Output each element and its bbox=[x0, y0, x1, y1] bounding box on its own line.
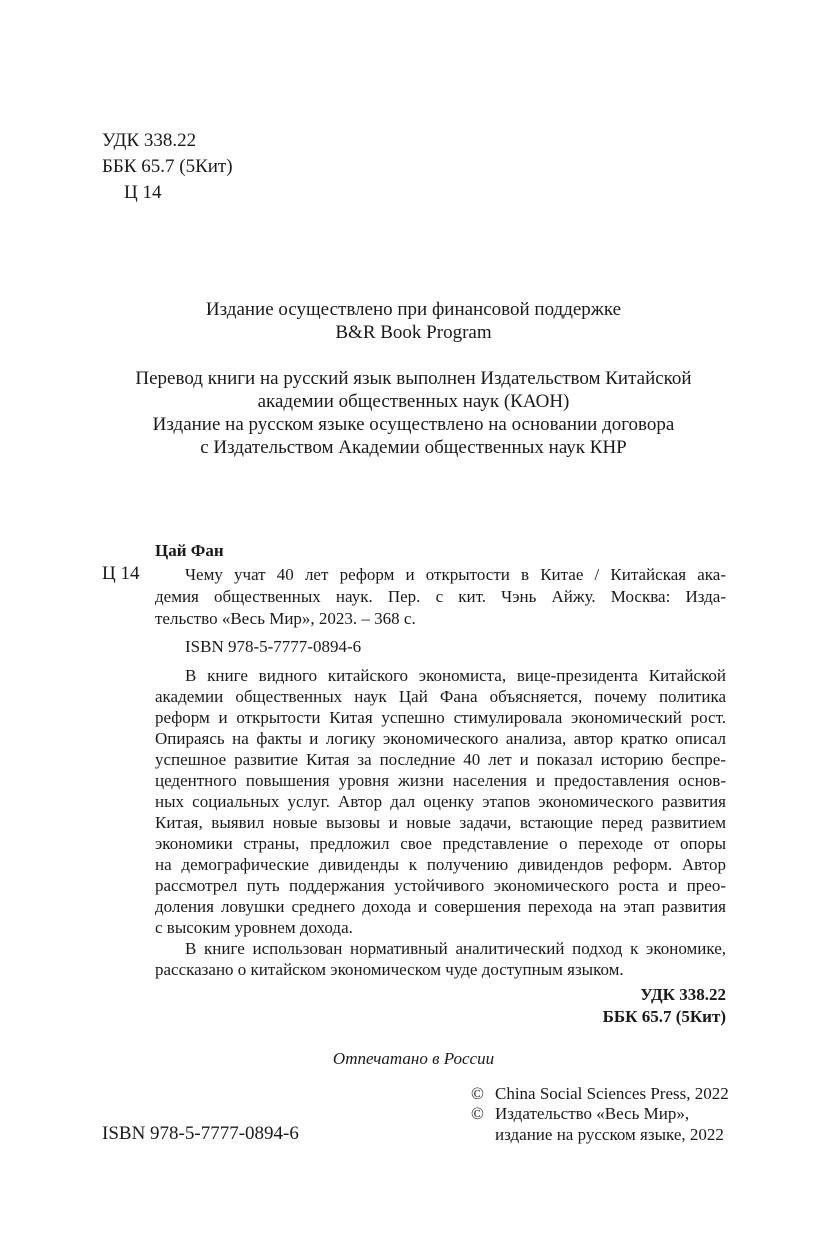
abstract-line: рассказано о китайском экономическом чуде доступным языком. bbox=[155, 960, 624, 979]
copyright-line-2 bbox=[471, 1103, 689, 1125]
header-udk: УДК 338.22 bbox=[102, 130, 197, 151]
copyright-symbol: © bbox=[471, 1084, 484, 1103]
bib-line: демия общественных наук. Пер. с кит. Чэнь Айжу. Москва: Изда- bbox=[155, 587, 726, 606]
abstract-line: доления ловушки среднего дохода и совершения перехода на этап развития bbox=[155, 897, 726, 916]
copyright-holder-2: Издательство «Весь Мир», bbox=[495, 1104, 690, 1123]
bib-isbn: ISBN 978-5-7777-0894-6 bbox=[185, 637, 362, 656]
classification-bbk: ББК 65.7 (5Кит) bbox=[602, 1007, 726, 1026]
translation-line-4: с Издательством Академии общественных наук КНР bbox=[200, 437, 627, 458]
abstract-line: Опираясь на факты и логику экономического анализа, автор кратко описал bbox=[155, 729, 726, 748]
copyright-holder-1: China Social Sciences Press, 2022 bbox=[495, 1084, 729, 1103]
bib-line: тельство «Весь Мир», 2023. – 368 с. bbox=[155, 609, 416, 628]
bib-code: Ц 14 bbox=[102, 563, 140, 584]
abstract-line: успешное развитие Китая за последние 40 лет и показал историю беспре- bbox=[155, 750, 726, 769]
abstract-line: на демографические дивиденды к получению дивидендов реформ. Автор bbox=[155, 855, 726, 874]
copyright-symbol: © bbox=[471, 1104, 484, 1123]
translation-line-2: академии общественных наук (КАОН) bbox=[257, 391, 570, 412]
abstract-line: ных социальных услуг. Автор дал оценку этапов экономического развития bbox=[155, 792, 726, 811]
abstract-line: В книге использован нормативный аналитический подход к экономике, bbox=[185, 939, 726, 958]
support-line-1: Издание осуществлено при финансовой поддержке bbox=[205, 299, 622, 320]
header-code: Ц 14 bbox=[124, 182, 162, 203]
abstract-line: экономики страны, предложил свое представление о переходе от опоры bbox=[155, 834, 726, 853]
bib-line: Чему учат 40 лет реформ и открытости в Китае / Китайская ака- bbox=[185, 565, 726, 584]
footer-isbn: ISBN 978-5-7777-0894-6 bbox=[102, 1123, 299, 1144]
abstract-line: В книге видного китайского экономиста, вице-президента Китайской bbox=[185, 666, 726, 685]
abstract-line: академии общественных наук Цай Фана объясняется, почему политика bbox=[155, 687, 726, 706]
header-bbk: ББК 65.7 (5Кит) bbox=[102, 156, 233, 177]
printed-in: Отпечатано в России bbox=[332, 1049, 495, 1068]
classification-udk: УДК 338.22 bbox=[640, 985, 726, 1004]
abstract-line: с высоким уровнем дохода. bbox=[155, 918, 353, 937]
abstract-line: рассмотрел путь поддержания устойчивого экономического роста и прео- bbox=[155, 876, 726, 895]
support-line-2: B&R Book Program bbox=[335, 322, 492, 343]
abstract-line: цедентного повышения уровня жизни населения и предоставления основ- bbox=[155, 771, 726, 790]
bib-author: Цай Фан bbox=[155, 541, 224, 560]
translation-line-1: Перевод книги на русский язык выполнен Издательством Китайской bbox=[135, 368, 692, 389]
copyright-line-3: издание на русском языке, 2022 bbox=[495, 1125, 724, 1144]
abstract-line: Китая, выявил новые вызовы и новые задачи, встающие перед развитием bbox=[155, 813, 726, 832]
translation-line-3: Издание на русском языке осуществлено на основании договора bbox=[152, 414, 675, 435]
copyright-line-1 bbox=[471, 1083, 729, 1105]
abstract-line: реформ и открытости Китая успешно стимулировала экономический рост. bbox=[155, 708, 726, 727]
